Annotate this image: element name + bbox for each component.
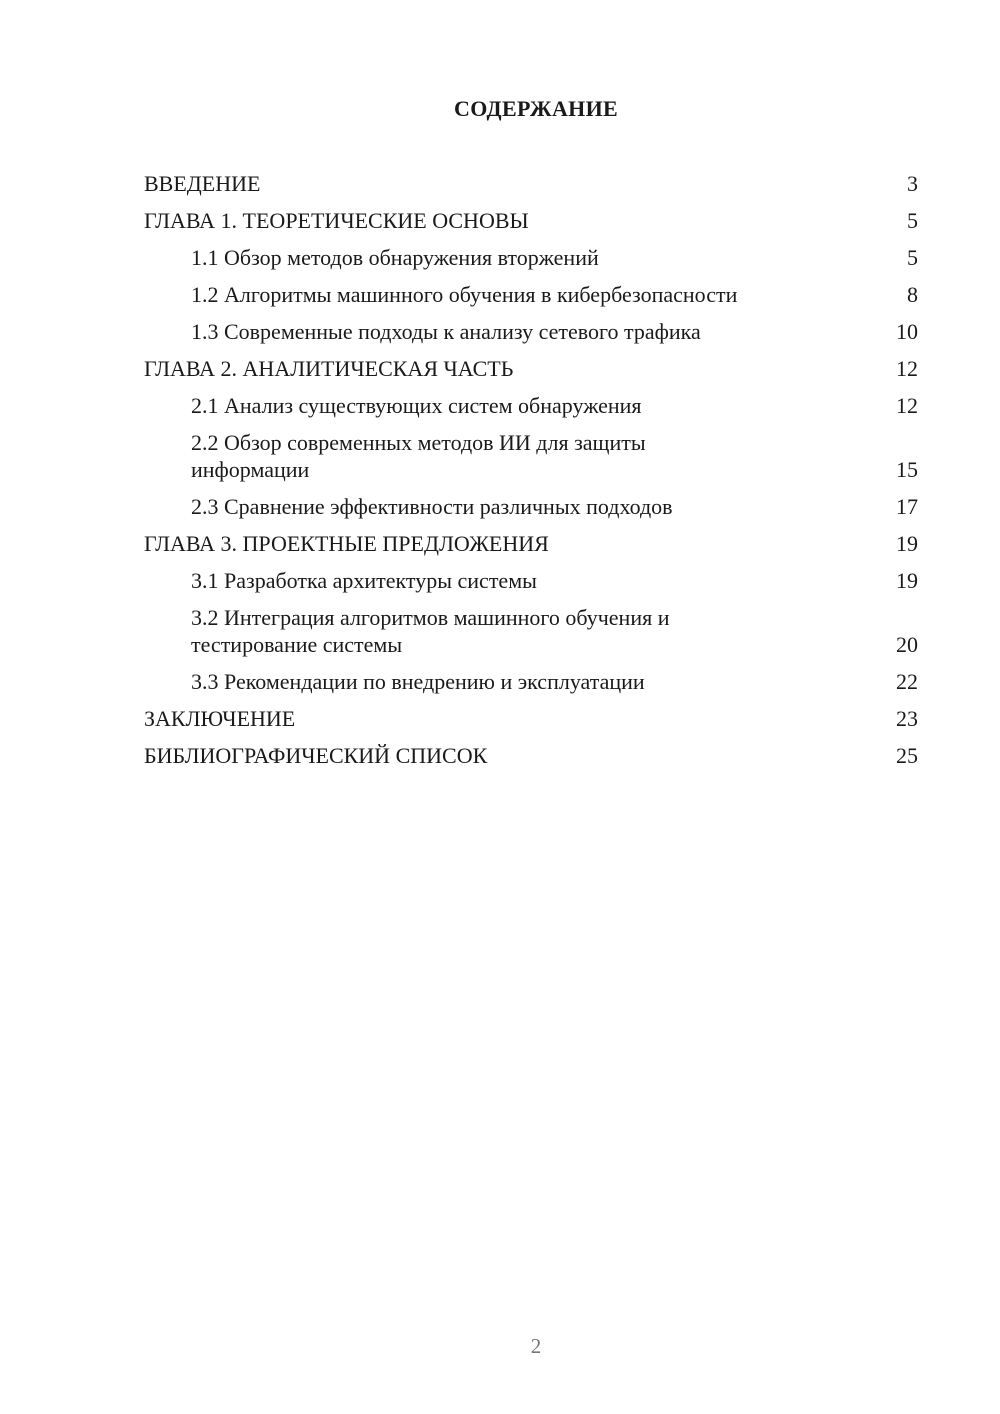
toc-entry-title: [144, 355, 888, 382]
toc-entry: [144, 170, 918, 197]
toc-entry: [144, 244, 918, 271]
toc-entry-title-line: 1.2 Алгоритмы машинного обучения в кибербезопасности: [191, 282, 738, 307]
toc-entry-title-line: информации: [191, 457, 310, 482]
toc-entry-title-line: 1.1 Обзор методов обнаружения вторжений: [191, 245, 599, 270]
toc-entry-title: [144, 207, 888, 234]
toc-entry: [144, 705, 918, 732]
toc-entry-title-line: 2.3 Сравнение эффективности различных подходов: [191, 494, 673, 519]
toc-entry: [144, 604, 918, 658]
toc-entry-title: [191, 668, 888, 695]
toc-entry-title-line: ГЛАВА 3. ПРОЕКТНЫЕ ПРЕДЛОЖЕНИЯ: [144, 531, 549, 556]
toc-entry-title-line: тестирование системы: [191, 632, 403, 657]
table-of-contents: [144, 170, 918, 779]
toc-entry-title-line: 3.1 Разработка архитектуры системы: [191, 568, 537, 593]
toc-entry: [144, 318, 918, 345]
toc-entry-title-line: 2.2 Обзор современных методов ИИ для защиты: [191, 430, 646, 455]
toc-entry-page: 3: [907, 171, 918, 196]
toc-entry-page: 15: [896, 457, 918, 482]
toc-entry-page: 8: [907, 282, 918, 307]
toc-entry-page: 5: [907, 208, 918, 233]
toc-entry-title: [144, 705, 888, 732]
toc-entry-page: 22: [896, 669, 918, 694]
toc-entry-title-line: БИБЛИОГРАФИЧЕСКИЙ СПИСОК: [144, 743, 488, 768]
toc-entry-page: 20: [896, 632, 918, 657]
toc-entry-page: 12: [896, 356, 918, 381]
toc-entry: [144, 530, 918, 557]
toc-entry-title: [191, 281, 888, 308]
toc-entry-title: [191, 493, 888, 520]
toc-entry-title: [144, 530, 888, 557]
toc-entry-title: [191, 392, 888, 419]
toc-entry-title-line: ВВЕДЕНИЕ: [144, 171, 261, 196]
toc-entry-page: 17: [896, 494, 918, 519]
toc-entry: [144, 493, 918, 520]
toc-entry-title-line: 1.3 Современные подходы к анализу сетевого трафика: [191, 319, 701, 344]
toc-entry: [144, 668, 918, 695]
page-number: 2: [530, 1334, 542, 1358]
toc-entry-title: [191, 318, 888, 345]
toc-entry-title: [191, 429, 888, 483]
toc-entry: [144, 742, 918, 769]
toc-entry-title-line: ГЛАВА 2. АНАЛИТИЧЕСКАЯ ЧАСТЬ: [144, 356, 514, 381]
toc-entry-page: 19: [896, 531, 918, 556]
toc-entry-title-line: ГЛАВА 1. ТЕОРЕТИЧЕСКИЕ ОСНОВЫ: [144, 208, 529, 233]
toc-entry-page: 19: [896, 568, 918, 593]
toc-entry-title-line: ЗАКЛЮЧЕНИЕ: [144, 706, 296, 731]
toc-entry-title-line: 3.3 Рекомендации по внедрению и эксплуатации: [191, 669, 645, 694]
toc-entry-title-line: 3.2 Интеграция алгоритмов машинного обучения и: [191, 605, 670, 630]
toc-entry-page: 5: [907, 245, 918, 270]
toc-entry-title: [144, 170, 888, 197]
toc-entry-title: [191, 604, 888, 658]
toc-entry-title-line: 2.1 Анализ существующих систем обнаружения: [191, 393, 642, 418]
toc-entry-title: [144, 742, 888, 769]
toc-entry: [144, 567, 918, 594]
toc-entry: [144, 355, 918, 382]
toc-entry: [144, 429, 918, 483]
toc-entry: [144, 392, 918, 419]
page-title: СОДЕРЖАНИЕ: [454, 96, 618, 121]
toc-entry-title: [191, 567, 888, 594]
toc-entry: [144, 281, 918, 308]
toc-entry-title: [191, 244, 888, 271]
toc-entry-page: 25: [896, 743, 918, 768]
toc-entry: [144, 207, 918, 234]
toc-entry-page: 12: [896, 393, 918, 418]
toc-entry-page: 23: [896, 706, 918, 731]
toc-entry-page: 10: [896, 319, 918, 344]
